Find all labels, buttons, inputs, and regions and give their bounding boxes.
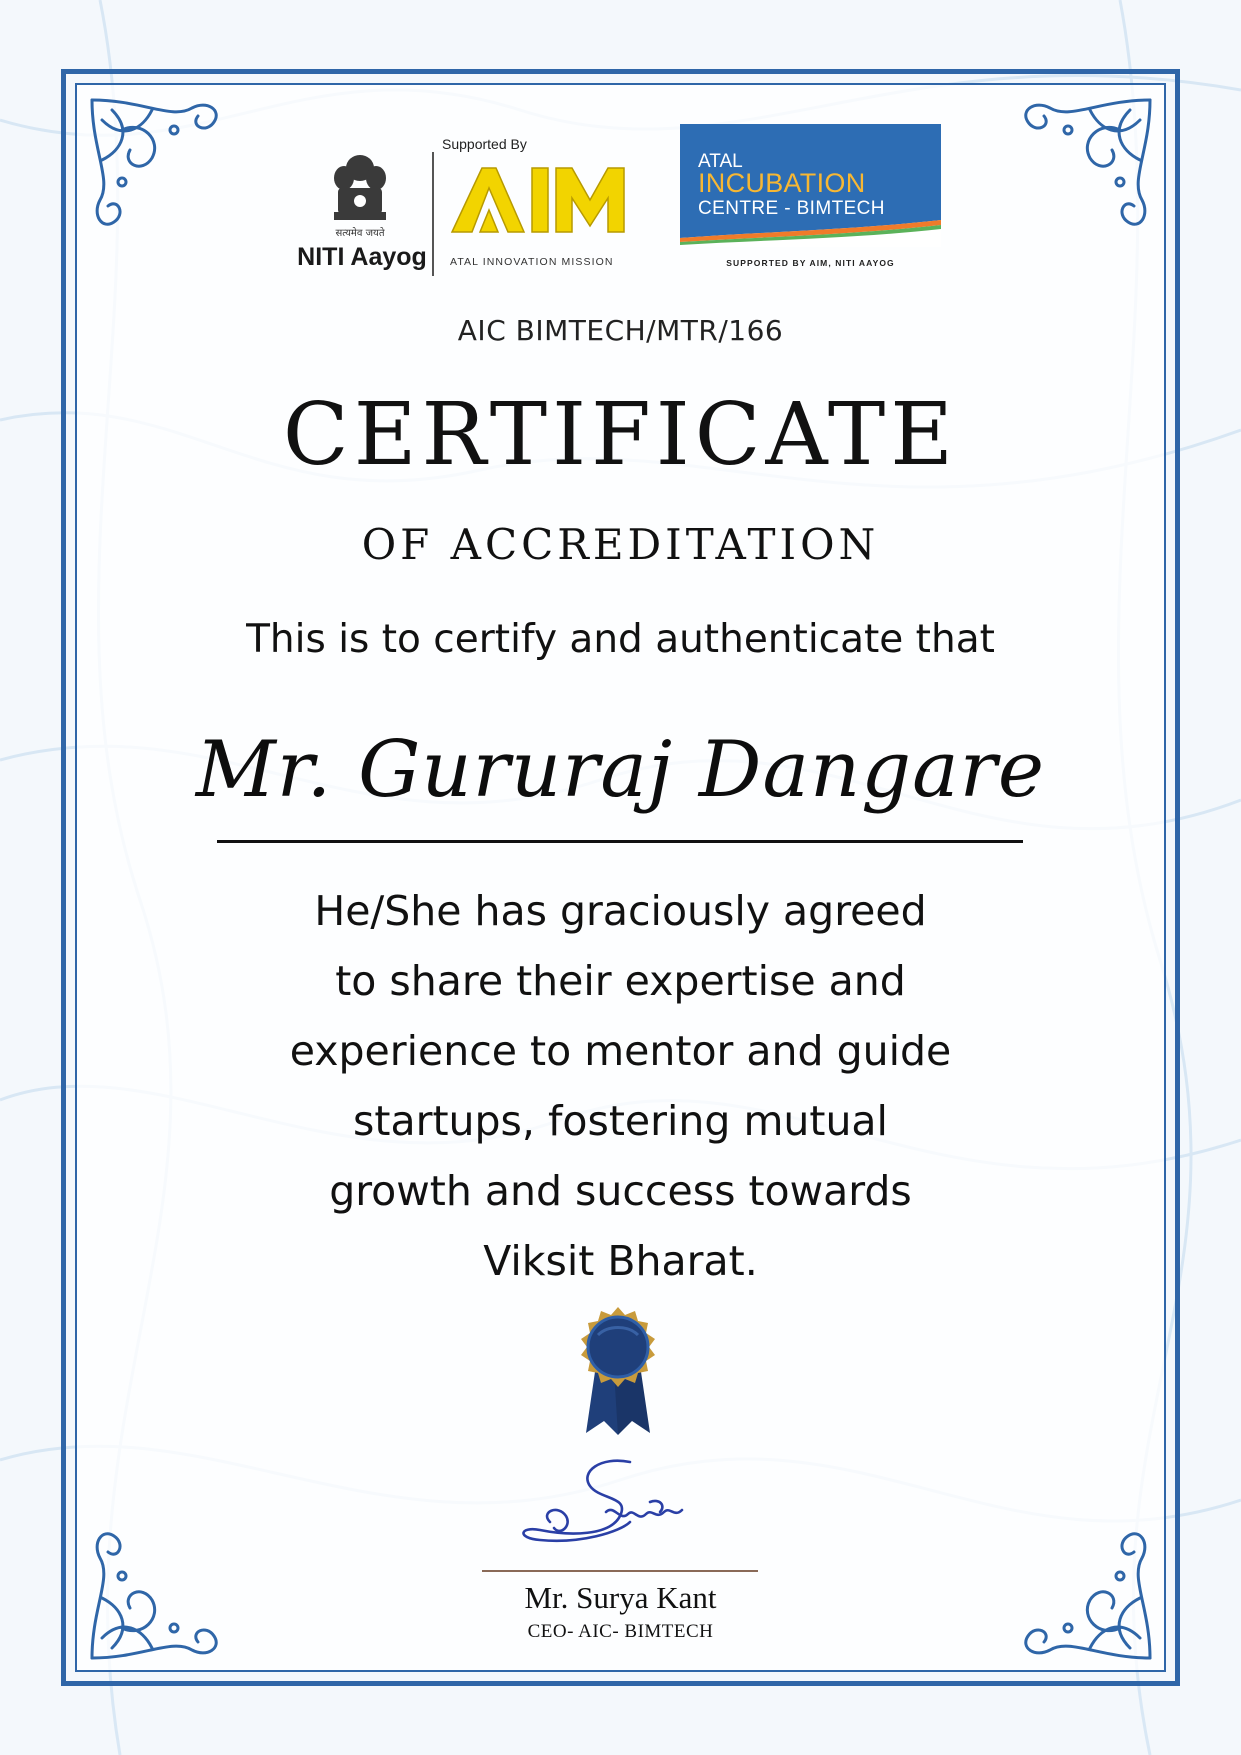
national-emblem-icon <box>320 148 400 240</box>
corner-ornament-top-left-icon <box>82 90 272 280</box>
body-line: Viksit Bharat. <box>483 1237 758 1285</box>
signature-line <box>482 1570 758 1572</box>
certificate-title: CERTIFICATE <box>282 385 959 485</box>
supported-by-label: Supported By <box>442 136 527 152</box>
logo-divider <box>432 152 434 276</box>
emblem-motto: सत्यमेव जयते <box>335 228 385 239</box>
signer-title: CEO- AIC- BIMTECH <box>527 1621 714 1642</box>
signature-icon <box>510 1452 700 1557</box>
aic-logo-swoosh-icon <box>680 220 941 247</box>
aim-caption: ATAL INNOVATION MISSION <box>450 256 614 268</box>
body-line: to share their expertise and <box>335 957 906 1005</box>
aic-logo-line-2: INCUBATION <box>698 168 866 198</box>
body-line: experience to mentor and guide <box>289 1027 952 1075</box>
recipient-name-underline <box>217 840 1023 843</box>
niti-aayog-label: NITI Aayog <box>297 243 427 271</box>
ribbon-seal-icon <box>568 1305 668 1435</box>
aim-logo-icon <box>444 160 640 240</box>
aic-bimtech-logo <box>680 124 941 247</box>
corner-ornament-top-right-icon <box>970 90 1160 280</box>
body-line: He/She has graciously agreed <box>314 887 927 935</box>
certificate-reference-number: AIC BIMTECH/MTR/166 <box>457 314 784 347</box>
body-line: startups, fostering mutual <box>353 1097 888 1145</box>
aic-subcaption: SUPPORTED BY AIM, NITI AAYOG <box>726 258 895 268</box>
aic-logo-line-3: CENTRE - BIMTECH <box>698 198 885 219</box>
certification-intro: This is to certify and authenticate that <box>246 617 995 662</box>
certificate-body <box>0 876 1241 1296</box>
body-line: growth and success towards <box>329 1167 912 1215</box>
signer-name: Mr. Surya Kant <box>524 1580 717 1615</box>
recipient-name: Mr. Gururaj Dangare <box>195 725 1046 815</box>
certificate-subtitle: OF ACCREDITATION <box>361 520 880 569</box>
aic-logo-line-1: ATAL <box>698 151 743 172</box>
